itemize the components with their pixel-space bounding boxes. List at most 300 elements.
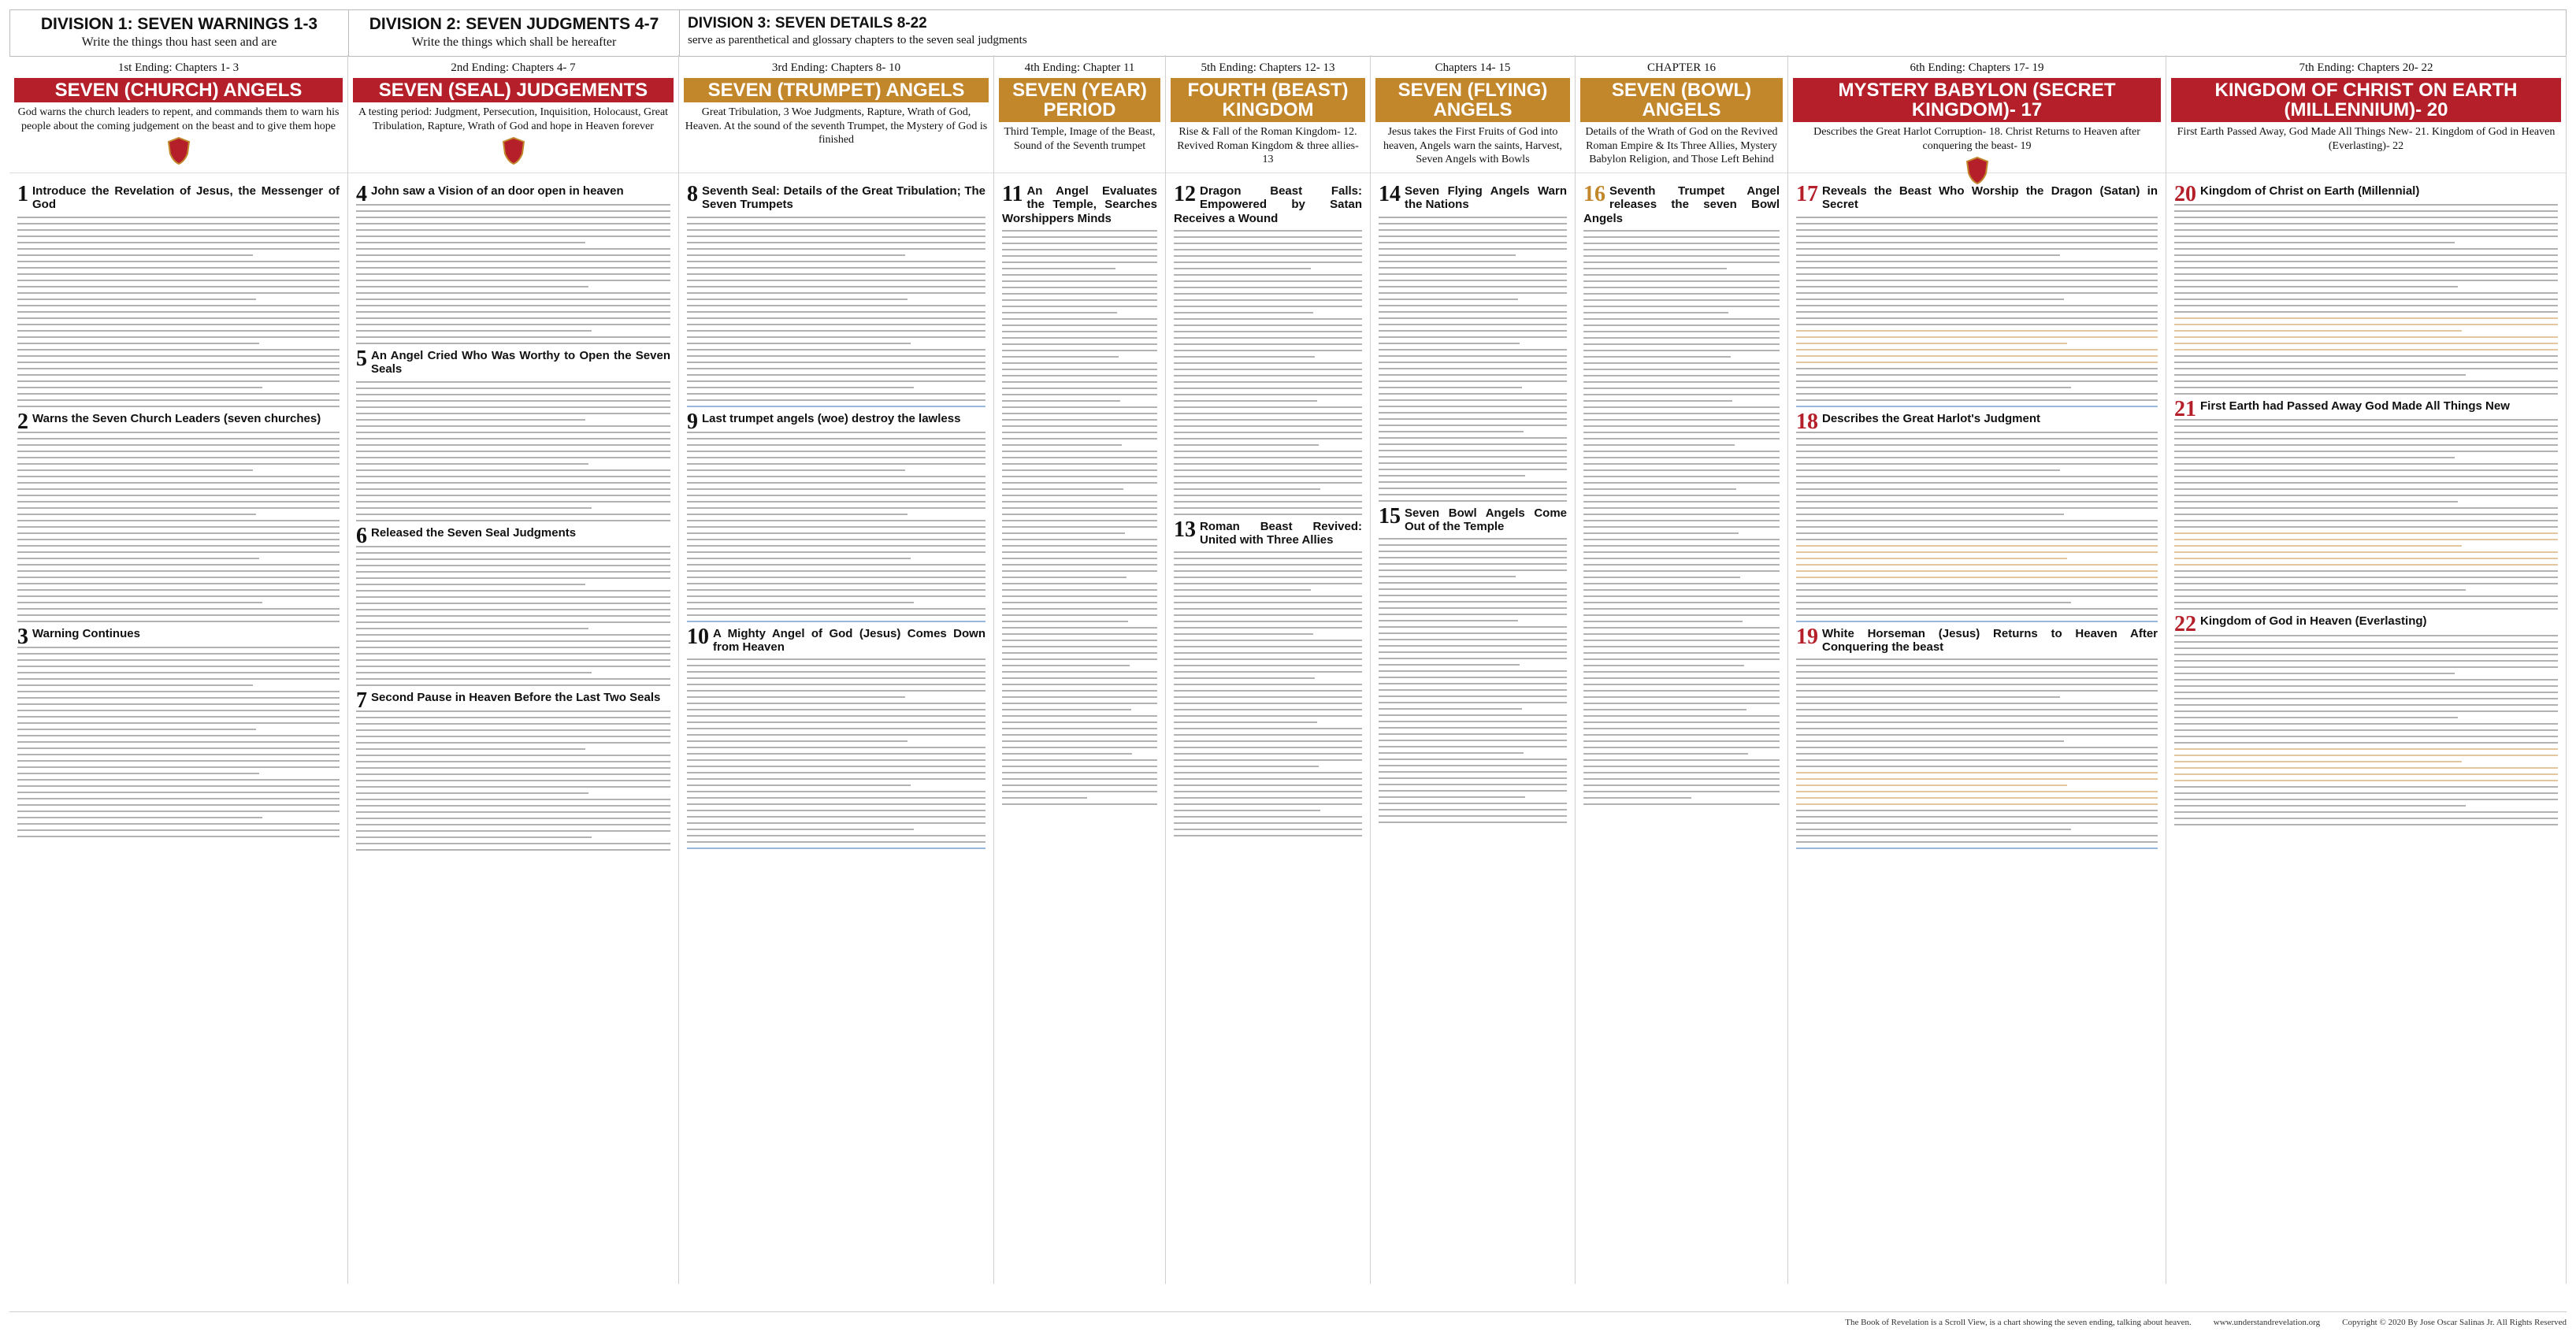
text-line [1583, 356, 1731, 358]
text-line [356, 229, 670, 231]
text-line [1174, 495, 1362, 496]
text-line [1379, 324, 1567, 325]
text-line [1379, 557, 1567, 558]
text-line [1583, 728, 1780, 729]
text-line [1002, 797, 1087, 799]
chapter-text-block [17, 432, 340, 622]
text-line [1379, 569, 1567, 571]
text-line [1583, 652, 1780, 654]
text-line [1796, 469, 2060, 471]
ending-label: 6th Ending: Chapters 17- 19 [1910, 61, 2044, 74]
text-line [1002, 684, 1157, 685]
text-line [2174, 482, 2558, 484]
chapter-heading [2174, 612, 2558, 637]
text-line [1379, 286, 1567, 287]
text-line [1379, 796, 1525, 798]
text-line [2174, 495, 2558, 496]
text-line [1379, 406, 1567, 407]
text-line [356, 647, 670, 648]
text-line [687, 507, 985, 509]
text-line [17, 387, 262, 388]
column-header [1371, 55, 1575, 173]
text-line [1583, 577, 1740, 578]
text-line [687, 684, 985, 685]
text-line [356, 818, 670, 819]
text-line [356, 729, 670, 731]
text-line [356, 343, 670, 344]
text-line [1796, 784, 2067, 786]
text-line [1002, 236, 1157, 238]
text-line [1379, 336, 1567, 338]
text-line [1002, 488, 1123, 490]
text-line [1796, 495, 2158, 496]
text-line [17, 374, 340, 376]
text-line [356, 780, 670, 781]
chapter-text-block [2174, 635, 2558, 825]
chapter-text-block [1174, 230, 1362, 515]
text-line [1174, 312, 1313, 313]
text-line [1796, 709, 2158, 710]
column-header [994, 55, 1165, 173]
text-line [1174, 835, 1362, 836]
text-line [2174, 488, 2558, 490]
text-line [17, 242, 340, 243]
text-line [1583, 608, 1780, 610]
text-line [1002, 400, 1120, 402]
text-line [1379, 626, 1567, 628]
text-line [687, 387, 914, 388]
chapter-heading [1796, 624, 2158, 655]
text-line [1583, 766, 1780, 767]
text-line [2174, 229, 2558, 231]
text-line [1002, 249, 1157, 250]
text-line [1583, 274, 1780, 276]
text-line [1002, 652, 1157, 654]
text-line [356, 615, 670, 617]
chapter-heading [687, 184, 985, 212]
text-line [687, 797, 985, 799]
text-line [1379, 544, 1567, 546]
footer [9, 1311, 2567, 1333]
text-line [356, 444, 670, 446]
chapter-title: Last trumpet angels (woe) destroy the lawless [702, 411, 961, 425]
text-line [687, 665, 985, 666]
text-line [1379, 443, 1567, 445]
text-line [1583, 747, 1780, 748]
text-line [687, 457, 985, 458]
text-line [356, 653, 670, 655]
column-title-band: FOURTH (BEAST) KINGDOM [1171, 78, 1365, 122]
text-line [17, 469, 253, 471]
text-line [1583, 362, 1780, 364]
chapter-title: Seventh Seal: Details of the Great Tribulation; The Seven Trumpets [702, 184, 985, 212]
text-line [1379, 475, 1525, 477]
text-line [17, 716, 340, 718]
text-line [17, 551, 340, 553]
text-line [1583, 658, 1780, 660]
text-line [687, 829, 914, 830]
text-line [17, 324, 340, 325]
text-line [17, 647, 340, 648]
text-line [1174, 595, 1362, 597]
text-line [2174, 438, 2558, 440]
footer-site[interactable]: www.understandrevelation.org [2213, 1318, 2321, 1327]
text-line [687, 703, 985, 704]
text-line [1379, 456, 1567, 458]
text-line [687, 374, 985, 376]
text-line [356, 507, 592, 509]
text-line [356, 678, 670, 680]
text-line [2174, 532, 2558, 534]
text-line [356, 388, 670, 389]
text-line [1583, 249, 1780, 250]
text-line [1583, 488, 1736, 490]
text-line [17, 836, 340, 837]
text-line [1796, 349, 2158, 351]
chapter-title: Seven Flying Angels Warn the Nations [1405, 184, 1567, 212]
text-line [1379, 273, 1567, 275]
text-line [1796, 236, 2158, 237]
text-line [1002, 608, 1157, 610]
text-line [356, 406, 670, 408]
text-line [1796, 374, 2158, 376]
text-line [17, 558, 259, 559]
text-line [1379, 607, 1567, 609]
text-line [1796, 362, 2158, 363]
column-body [1166, 173, 1370, 848]
chapter-title: Reveals the Beast Who Worship the Dragon (Satan) in Secret [1822, 184, 2158, 212]
text-line [1174, 280, 1362, 282]
chapter-text-block [17, 647, 340, 837]
text-line [687, 520, 985, 521]
text-line [1379, 733, 1567, 735]
text-line [2174, 608, 2558, 610]
text-line [2174, 692, 2558, 693]
text-line [1379, 752, 1524, 754]
text-line [1174, 803, 1362, 805]
text-line [1583, 388, 1780, 389]
text-line [1796, 507, 2158, 509]
text-line [687, 539, 985, 540]
text-line [356, 824, 670, 825]
column-body [679, 173, 993, 860]
text-line [1002, 791, 1157, 792]
column-1 [9, 55, 348, 1284]
text-line [356, 546, 670, 547]
chapter-heading [17, 184, 340, 212]
text-line [1174, 457, 1362, 458]
text-line [356, 438, 670, 440]
text-line [356, 628, 588, 629]
text-line [1002, 728, 1157, 729]
ending-label: Chapters 14- 15 [1435, 61, 1511, 74]
text-line [687, 292, 985, 294]
text-line [1583, 740, 1780, 742]
text-line [1583, 463, 1780, 465]
text-line [1583, 413, 1780, 414]
text-line [17, 362, 340, 363]
text-line [1002, 753, 1132, 755]
footer-copyright: Copyright © 2020 By Jose Oscar Salinas Jr. All Rights Reserved [2342, 1318, 2567, 1327]
text-line [1583, 709, 1746, 710]
chapter-text-block [1174, 551, 1362, 836]
text-line [17, 432, 340, 433]
text-line [356, 584, 585, 585]
text-line [1002, 551, 1157, 553]
column-header [348, 55, 678, 173]
text-line [687, 432, 985, 433]
text-line [1796, 721, 2158, 723]
text-line [17, 672, 340, 673]
text-line [1796, 841, 2158, 843]
text-line [17, 577, 340, 578]
text-line [2174, 343, 2558, 344]
text-line [1379, 551, 1567, 552]
text-line [2174, 742, 2558, 744]
text-line [1583, 759, 1780, 761]
text-line [1174, 306, 1362, 307]
text-line [1002, 413, 1157, 414]
chapter-text-block [687, 432, 985, 622]
text-line [1002, 721, 1157, 723]
text-line [1174, 740, 1362, 742]
text-line [1796, 614, 2158, 616]
text-line [1174, 728, 1362, 729]
text-line [1002, 772, 1157, 773]
text-line [17, 659, 340, 661]
text-line [2174, 792, 2558, 794]
text-line [1583, 457, 1780, 458]
text-line [1002, 482, 1157, 484]
text-line [2174, 432, 2558, 433]
text-line [687, 545, 985, 547]
text-line [17, 589, 340, 591]
text-line [1796, 311, 2158, 313]
text-line [356, 400, 670, 402]
text-line [1379, 759, 1567, 760]
text-line [1796, 317, 2158, 319]
text-line [17, 785, 340, 787]
text-line [356, 425, 670, 427]
text-line [687, 495, 985, 496]
text-line [17, 817, 262, 818]
text-line [1583, 614, 1780, 616]
text-line [2174, 761, 2462, 762]
text-line [687, 677, 985, 679]
text-line [1583, 268, 1727, 269]
text-line [687, 696, 905, 698]
text-line [1583, 236, 1780, 238]
text-line [17, 273, 340, 275]
text-line [1174, 621, 1362, 622]
text-line [1174, 696, 1362, 698]
chapter-heading [2174, 182, 2558, 206]
column-body [1371, 173, 1575, 834]
text-line [1002, 350, 1157, 351]
text-line [1379, 670, 1567, 672]
text-line [687, 343, 911, 344]
column-header [2166, 55, 2566, 173]
chapter-heading [356, 182, 670, 206]
text-line [1796, 438, 2158, 440]
text-line [687, 558, 911, 559]
text-line [1796, 772, 2158, 773]
text-line [17, 798, 340, 799]
text-line [2174, 641, 2558, 643]
text-line [2174, 330, 2462, 332]
column-body [9, 173, 347, 848]
column-7 [1576, 55, 1788, 1284]
text-line [1002, 677, 1157, 679]
text-line [1002, 627, 1157, 629]
text-line [687, 393, 985, 395]
text-line [1583, 451, 1780, 452]
text-line [687, 299, 908, 300]
text-line [1583, 671, 1780, 673]
text-line [1379, 677, 1567, 678]
text-line [1002, 306, 1157, 307]
shield-icon [167, 136, 191, 165]
text-line [1583, 495, 1780, 496]
text-line [1174, 337, 1362, 339]
text-line [687, 261, 985, 262]
text-line [1796, 267, 2158, 269]
text-line [1002, 532, 1125, 534]
chapter-columns [9, 55, 2567, 1284]
shield-icon [502, 136, 525, 165]
text-line [687, 229, 985, 231]
text-line [356, 223, 670, 224]
text-line [17, 703, 340, 705]
text-line [1796, 703, 2158, 704]
text-line [356, 457, 670, 458]
text-line [356, 565, 670, 566]
column-title-band: SEVEN (TRUMPET) ANGELS [684, 78, 989, 102]
text-line [2174, 799, 2558, 800]
text-line [1583, 343, 1780, 345]
text-line [1796, 305, 2158, 306]
chapter-number: 17 [1796, 182, 1818, 206]
text-line [1583, 602, 1780, 603]
text-line [1583, 539, 1780, 540]
text-line [1379, 614, 1567, 615]
text-line [356, 451, 670, 452]
text-line [1174, 394, 1362, 395]
text-line [1796, 444, 2158, 446]
text-line [1379, 500, 1567, 502]
chapter-number: 3 [17, 624, 28, 649]
text-line [356, 830, 670, 832]
text-line [1002, 331, 1157, 332]
text-line [17, 463, 340, 465]
text-line [2174, 811, 2558, 813]
text-line [687, 709, 985, 710]
text-line [17, 595, 340, 597]
text-line [17, 336, 340, 338]
text-line [1796, 677, 2158, 679]
column-title-band: SEVEN (BOWL) ANGELS [1580, 78, 1783, 122]
text-line [1002, 325, 1157, 326]
text-line [1379, 784, 1567, 785]
text-line [687, 355, 985, 357]
text-line [1174, 709, 1362, 710]
text-line [2174, 526, 2558, 528]
text-line [2174, 660, 2558, 662]
text-line [1583, 696, 1780, 698]
text-line [687, 406, 985, 407]
text-line [1002, 602, 1157, 603]
text-line [1796, 330, 2158, 332]
text-line [356, 394, 670, 395]
text-line [356, 773, 670, 775]
text-line [1379, 469, 1567, 470]
text-line [356, 248, 670, 250]
text-line [1796, 791, 2158, 792]
text-line [1379, 790, 1567, 792]
text-line [1002, 406, 1157, 408]
text-line [356, 236, 670, 237]
column-header [1576, 55, 1787, 173]
text-line [2174, 602, 2558, 603]
chapter-heading [1379, 503, 1567, 534]
text-line [2174, 305, 2558, 306]
text-line [356, 210, 670, 212]
text-line [687, 469, 905, 471]
text-line [1379, 683, 1567, 684]
text-line [356, 254, 670, 256]
text-line [1002, 419, 1157, 421]
text-line [1174, 469, 1362, 471]
text-line [1796, 254, 2060, 256]
text-line [1002, 665, 1130, 666]
text-line [1174, 577, 1362, 578]
text-line [1379, 362, 1567, 363]
text-line [1174, 703, 1362, 704]
column-4 [994, 55, 1166, 1284]
column-description: Details of the Wrath of God on the Revived Roman Empire & Its Three Allies, Mystery Babylon Religion, and Those Left Behind [1585, 126, 1778, 166]
text-line [2174, 336, 2558, 338]
text-line [2174, 451, 2558, 452]
text-line [1174, 476, 1362, 477]
text-line [17, 829, 340, 831]
text-line [1583, 589, 1780, 591]
text-line [1002, 766, 1157, 767]
text-line [687, 583, 985, 584]
text-line [687, 463, 985, 465]
text-line [1002, 230, 1157, 232]
chapter-text-block [1796, 432, 2158, 622]
text-line [1002, 451, 1157, 452]
division-header [9, 9, 2567, 57]
text-line [1002, 394, 1157, 395]
text-line [1379, 267, 1567, 269]
text-line [1174, 388, 1362, 389]
text-line [1002, 646, 1157, 647]
text-line [687, 532, 985, 534]
text-line [356, 204, 670, 206]
text-line [1379, 431, 1524, 432]
text-line [1002, 759, 1157, 761]
text-line [1583, 797, 1691, 799]
text-line [1796, 816, 2158, 818]
text-line [1796, 526, 2158, 528]
text-line [1796, 829, 2071, 830]
text-line [1796, 299, 2064, 300]
text-line [1379, 632, 1567, 634]
text-line [1583, 564, 1780, 566]
text-line [1379, 620, 1518, 621]
text-line [1379, 815, 1567, 817]
